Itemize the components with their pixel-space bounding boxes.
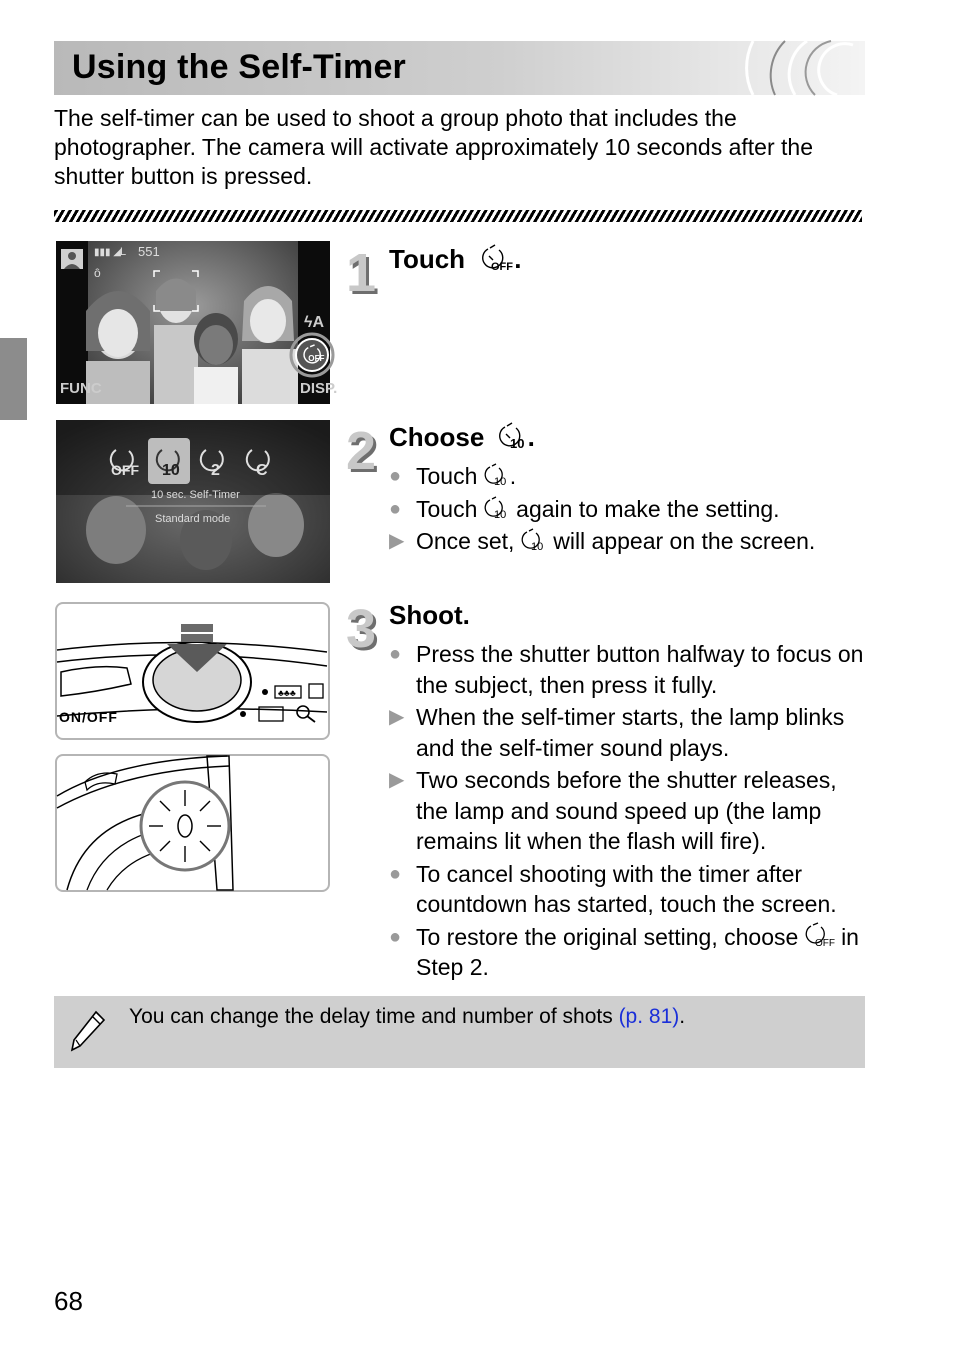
- self-timer-lamp-drawing: [55, 754, 330, 892]
- self-timer-10s-icon: [521, 528, 547, 552]
- svg-text:2: 2: [211, 462, 220, 479]
- svg-text:ô: ô: [94, 266, 101, 280]
- bullet-marker: ▶: [389, 530, 405, 552]
- menu-sub: Standard mode: [155, 513, 231, 525]
- note-box: [54, 996, 865, 1068]
- bullet-text-end: in Step 2.: [416, 923, 859, 980]
- menu-caption: 10 sec. Self-Timer: [151, 489, 240, 501]
- bullet-marker: ▶: [389, 706, 405, 728]
- step-2-bullets: [389, 461, 869, 559]
- page-title: Using the Self-Timer: [72, 48, 406, 86]
- intro-paragraph: The self-timer can be used to shoot a group photo that includes the photographer. The camera will activate approximately 10 seconds after the shutter button is pressed.: [54, 105, 813, 189]
- disp-label: DISP.: [300, 380, 338, 397]
- svg-text:OFF: OFF: [111, 462, 139, 478]
- step-3-bullets: [389, 639, 869, 985]
- list-item: [389, 702, 869, 763]
- svg-text:▮▮▮ ◢: ▮▮▮ ◢: [94, 247, 121, 258]
- screen-photo-2: [56, 420, 330, 583]
- bullet-text: Touch: [416, 463, 478, 489]
- self-timer-10s-icon: [484, 496, 510, 520]
- note-body: You can change the delay time and number of shots: [129, 1005, 613, 1028]
- svg-text:10: 10: [530, 541, 544, 553]
- size-label: L: [120, 246, 127, 258]
- bullet-marker: ▶: [389, 769, 405, 791]
- screen-photo-1: [56, 241, 338, 404]
- page-number: 68: [54, 1286, 83, 1316]
- svg-text:10: 10: [509, 436, 525, 451]
- svg-text:♣♣♣: ♣♣♣: [278, 688, 296, 698]
- decorative-arcs-icon: [745, 41, 865, 95]
- step-number-3: 3: [346, 599, 377, 659]
- section-divider: [54, 210, 862, 222]
- self-timer-off-icon: [805, 922, 835, 948]
- page-link[interactable]: (p. 81): [618, 1005, 680, 1028]
- bullet-marker: ●: [389, 497, 402, 520]
- step-number-1: 1: [346, 243, 377, 303]
- svg-text:ϟA: ϟA: [304, 314, 325, 331]
- note-text: [129, 1004, 685, 1030]
- step-1-title-end: .: [514, 244, 522, 274]
- svg-text:OFF: OFF: [308, 354, 325, 364]
- list-item: [389, 922, 869, 983]
- bullet-text: Press the shutter button halfway to focus on the subject, then press it fully.: [416, 641, 864, 698]
- bullet-marker: ●: [389, 862, 402, 885]
- self-timer-10s-icon: [484, 463, 510, 487]
- power-label: ON/OFF: [59, 709, 118, 725]
- title-bar: [54, 41, 865, 95]
- self-timer-off-icon: [480, 244, 514, 272]
- step-1-title-text: Touch: [389, 244, 466, 274]
- list-item: [389, 639, 869, 700]
- step-3-title: Shoot.: [389, 600, 470, 630]
- list-item: [389, 461, 869, 492]
- list-item: [389, 494, 869, 525]
- bullet-text: To restore the original setting, choose: [416, 923, 799, 950]
- svg-text:OFF: OFF: [814, 937, 835, 949]
- step-number-2: 2: [346, 421, 377, 481]
- svg-text:10: 10: [493, 508, 507, 521]
- chapter-tab: [0, 338, 27, 420]
- step-2-title-end: .: [527, 422, 535, 452]
- step-1-title: [389, 244, 522, 274]
- bullet-text: Two seconds before the shutter releases, the lamp and sound speed up (the lamp remains lit when the flash will fire).: [416, 767, 837, 854]
- bullet-text-end: .: [509, 463, 517, 489]
- svg-text:C: C: [256, 462, 268, 479]
- list-item: [389, 526, 869, 557]
- list-item: [389, 765, 869, 857]
- bullet-marker: ●: [389, 925, 402, 948]
- bullet-marker: ●: [389, 643, 402, 665]
- self-timer-10s-icon: [498, 422, 528, 450]
- bullet-text: To cancel shooting with the timer after countdown has started, touch the screen.: [416, 860, 837, 917]
- shutter-button-drawing: [55, 602, 330, 740]
- bullet-text: When the self-timer starts, the lamp blinks and the self-timer sound plays.: [416, 704, 845, 761]
- bullet-text: Touch: [416, 495, 478, 522]
- func-label: FUNC: [60, 380, 102, 397]
- list-item: [389, 859, 869, 920]
- svg-text:10: 10: [493, 476, 507, 488]
- svg-text:OFF: OFF: [491, 261, 514, 273]
- bullet-text: Once set,: [416, 528, 515, 554]
- bullet-text-end: again to make the setting.: [516, 495, 780, 522]
- note-end: .: [679, 1005, 686, 1028]
- bullet-marker: ●: [389, 465, 402, 487]
- pencil-icon: [68, 1008, 108, 1054]
- step-2-title-text: Choose: [389, 422, 485, 452]
- bullet-text-end: will appear on the screen.: [553, 528, 816, 554]
- shots-remaining: 551: [138, 244, 160, 259]
- svg-text:10: 10: [162, 462, 180, 479]
- step-2-title: [389, 422, 535, 452]
